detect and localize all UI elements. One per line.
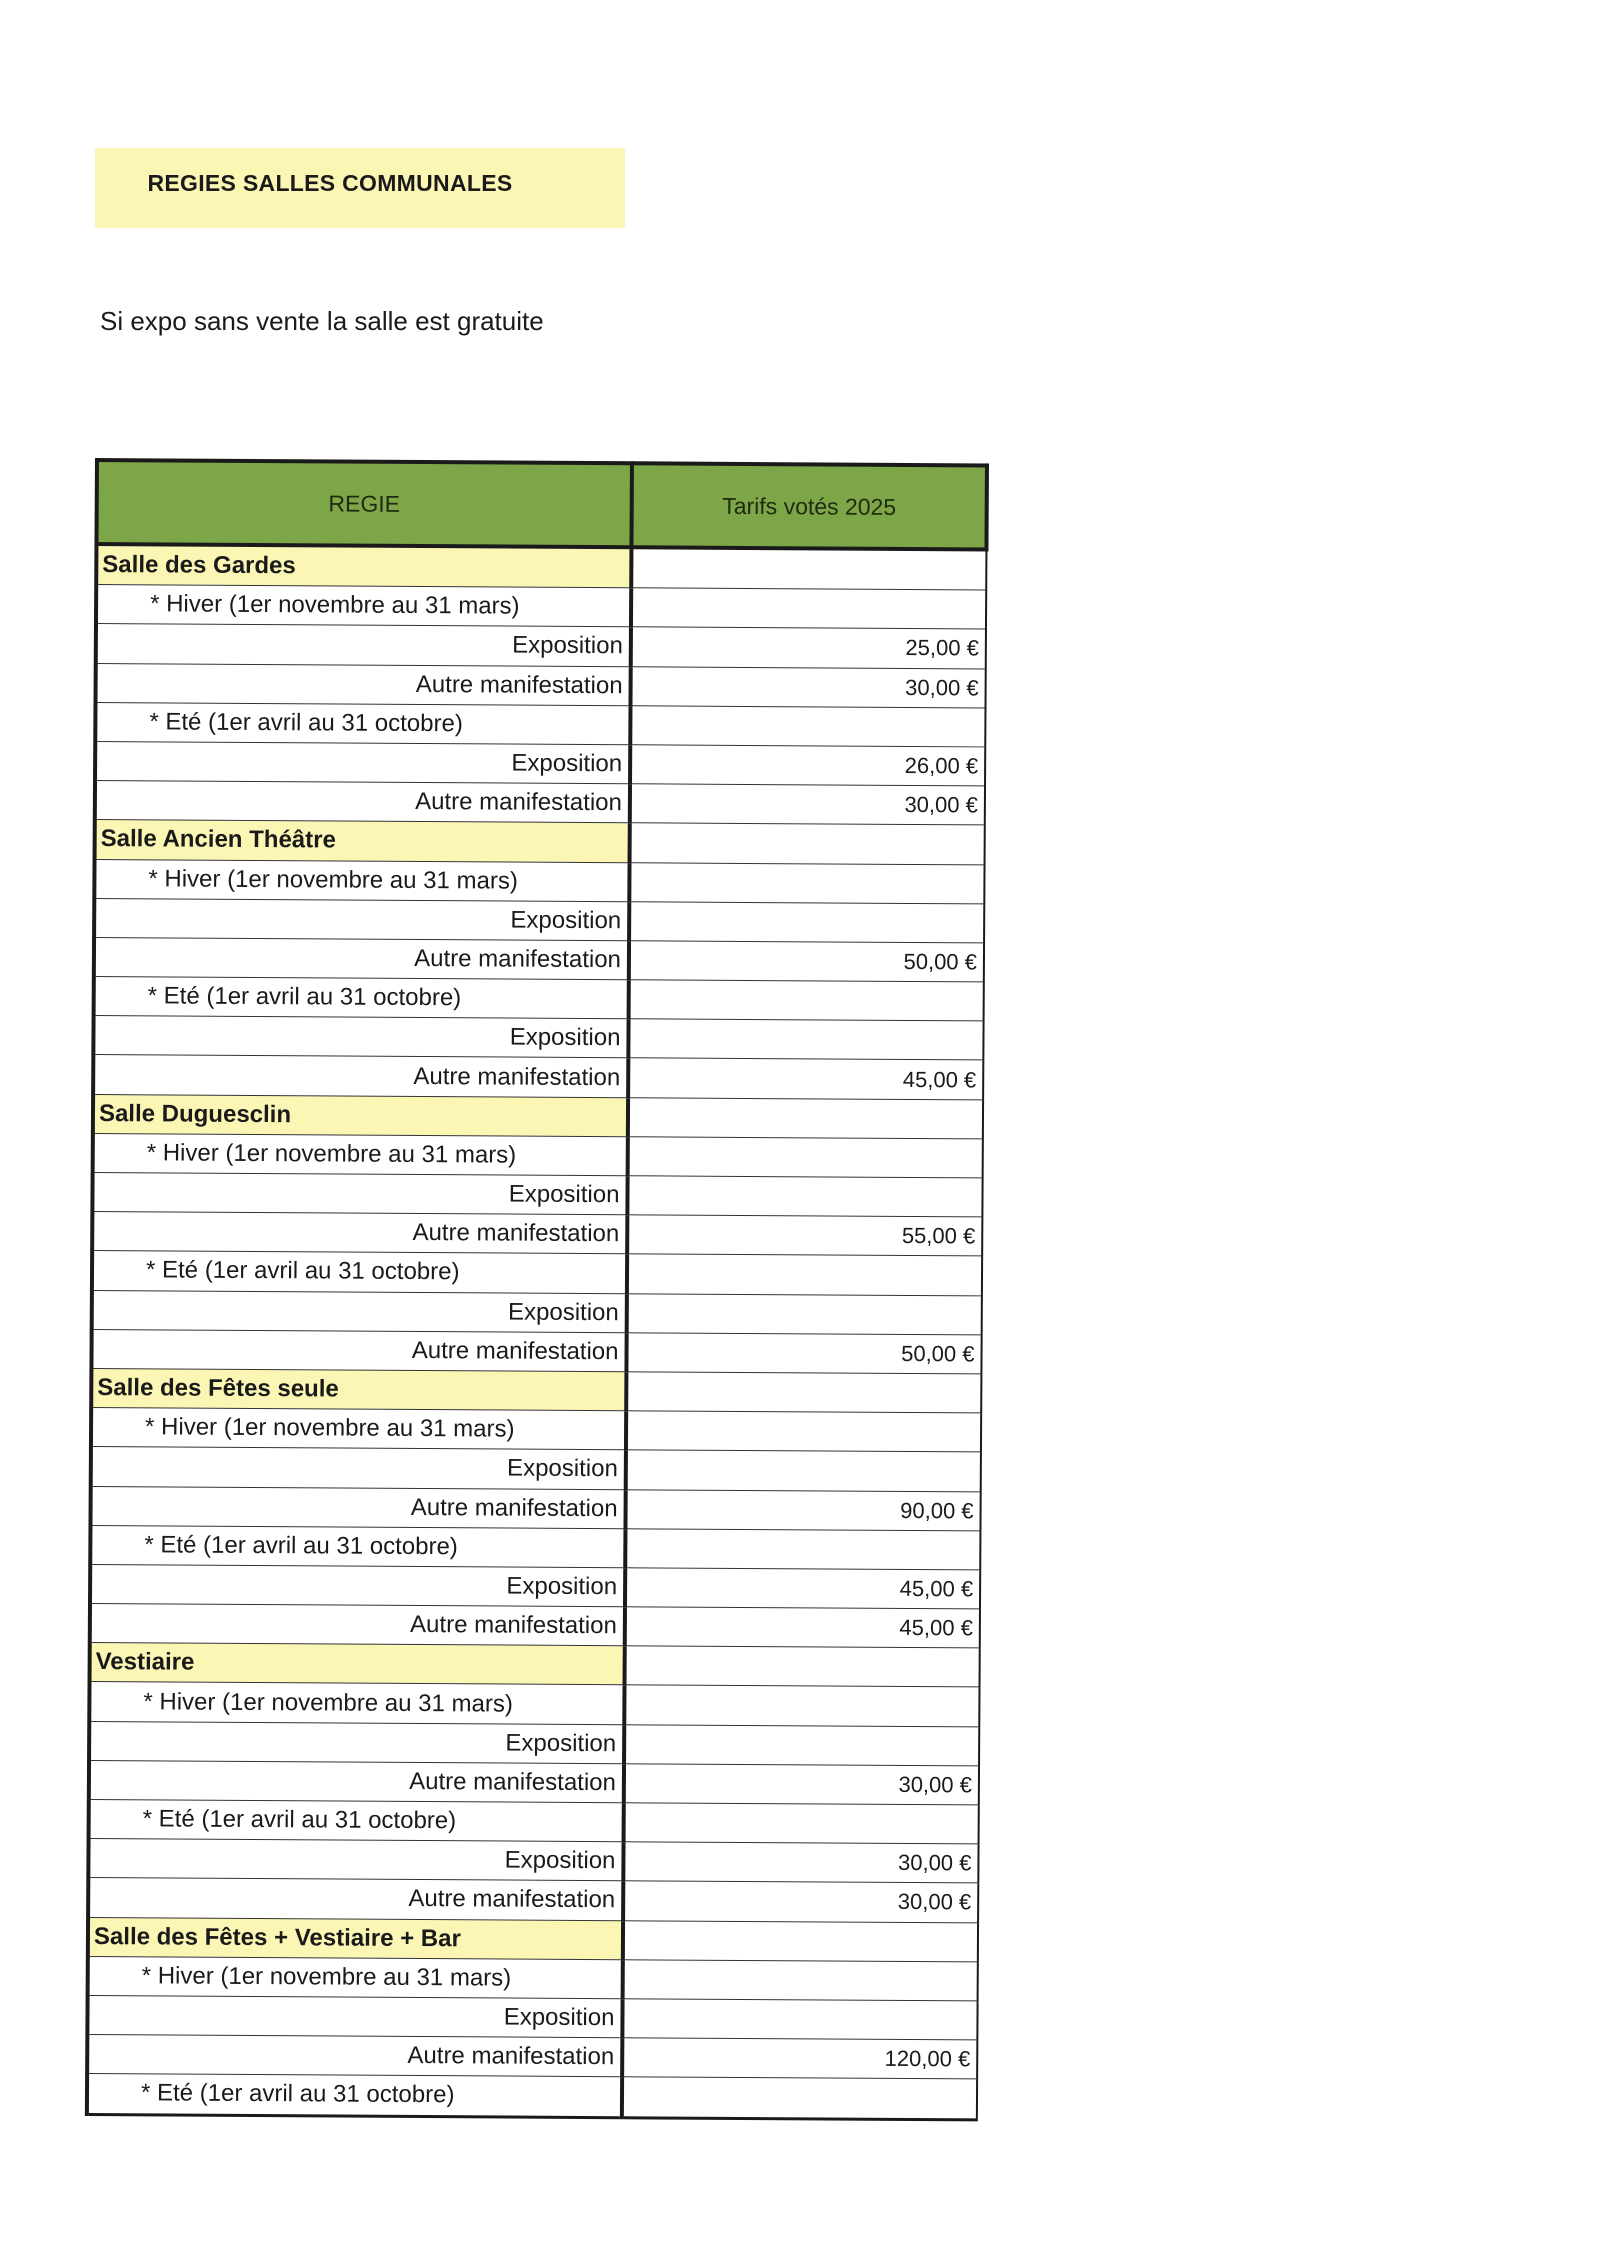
tariff-price: 30,00 €: [624, 1764, 979, 1805]
section-label: Salle Ancien Théâtre: [95, 820, 630, 862]
item-label: Autre manifestation: [88, 1878, 623, 1920]
tariff-price: [624, 1803, 979, 1844]
tariff-price: [625, 1528, 980, 1569]
table-row-item: [92, 1172, 982, 1217]
table-row-section: [90, 1643, 980, 1688]
tariff-price: 50,00 €: [629, 941, 984, 982]
table-row-season: [88, 1956, 978, 2001]
table-row-section: [95, 820, 985, 865]
section-label: Salle des Gardes: [96, 544, 631, 588]
table-row-item: [90, 1604, 980, 1649]
table-row-season: [89, 1682, 979, 1727]
table-row-season: [94, 859, 984, 904]
tariff-price: [624, 1724, 979, 1765]
item-label: Exposition: [91, 1447, 626, 1489]
tariff-price: 55,00 €: [627, 1215, 982, 1256]
season-label: * Hiver (1er novembre au 31 mars): [96, 585, 631, 627]
table-row-season: [96, 585, 986, 630]
item-label: Autre manifestation: [92, 1212, 627, 1254]
table-row-item: [89, 1760, 979, 1805]
tariff-price: [623, 1960, 978, 2001]
table-row-item: [94, 937, 984, 982]
document-title: REGIES SALLES COMMUNALES: [147, 169, 513, 196]
table-row-item: [90, 1486, 980, 1531]
season-label: * Eté (1er avril au 31 octobre): [90, 1525, 625, 1567]
table-row-season: [87, 2074, 977, 2120]
table-row-season: [91, 1408, 981, 1453]
table-row-item: [95, 781, 985, 826]
season-label: * Hiver (1er novembre au 31 mars): [94, 859, 629, 901]
tariff-price: [626, 1411, 981, 1452]
table-row-item: [87, 2035, 977, 2080]
tariff-price: [630, 706, 985, 747]
item-label: Autre manifestation: [90, 1604, 625, 1646]
tariff-price: [628, 1137, 983, 1178]
tariff-price: [628, 1019, 983, 1060]
tariff-price: 30,00 €: [623, 1842, 978, 1883]
free-exhibition-note: Si expo sans vente la salle est gratuite: [100, 306, 544, 336]
table-row-season: [90, 1525, 980, 1570]
tariff-price: [630, 823, 985, 864]
item-label: Autre manifestation: [91, 1329, 626, 1371]
item-label: Exposition: [90, 1564, 625, 1606]
season-label: * Hiver (1er novembre au 31 mars): [91, 1408, 626, 1450]
table-row-item: [93, 1016, 983, 1061]
season-label: * Eté (1er avril au 31 octobre): [89, 1799, 624, 1841]
table-row-item: [93, 1055, 983, 1100]
tariff-table: [85, 458, 989, 2121]
tariff-price: 45,00 €: [625, 1607, 980, 1648]
table-row-section: [96, 544, 986, 590]
tariff-price: 45,00 €: [625, 1568, 980, 1609]
season-label: * Hiver (1er novembre au 31 mars): [93, 1133, 628, 1175]
table-row-season: [94, 977, 984, 1022]
table-row-section: [91, 1368, 981, 1413]
item-label: Exposition: [89, 1721, 624, 1763]
tariff-price: [627, 1293, 982, 1334]
item-label: Exposition: [95, 741, 630, 783]
season-label: * Eté (1er avril au 31 octobre): [92, 1251, 627, 1293]
item-label: Autre manifestation: [93, 1055, 628, 1097]
table-body: [87, 544, 987, 2119]
tariff-price: 45,00 €: [628, 1058, 983, 1099]
section-label: Vestiaire: [90, 1643, 625, 1685]
section-label: Salle des Fêtes + Vestiaire + Bar: [88, 1917, 623, 1959]
tariff-price: [629, 980, 984, 1021]
table-row-item: [92, 1212, 982, 1257]
section-label: Salle Duguesclin: [93, 1094, 628, 1136]
item-label: Exposition: [87, 1995, 622, 2037]
item-label: Autre manifestation: [89, 1760, 624, 1802]
table-row-item: [92, 1290, 982, 1335]
table-header-row: [96, 460, 986, 549]
table-row-item: [88, 1839, 978, 1884]
table-row-item: [90, 1564, 980, 1609]
table-row-item: [91, 1329, 981, 1374]
document-title-box: [95, 148, 625, 228]
table-row-item: [94, 898, 984, 943]
tariff-price: [623, 1920, 978, 1961]
item-label: Exposition: [92, 1290, 627, 1332]
tariff-price: [622, 2077, 977, 2119]
season-label: * Hiver (1er novembre au 31 mars): [89, 1682, 624, 1724]
tariff-price: [622, 1999, 977, 2040]
table-row-item: [91, 1447, 981, 1492]
table-row-season: [89, 1799, 979, 1844]
tariff-price: [627, 1254, 982, 1295]
header-tarifs: Tarifs votés 2025: [631, 463, 987, 549]
tariff-price: 30,00 €: [630, 784, 985, 825]
tariff-price: [628, 1097, 983, 1138]
season-label: * Hiver (1er novembre au 31 mars): [88, 1956, 623, 1998]
table-row-season: [95, 702, 985, 747]
table-row-item: [89, 1721, 979, 1766]
tariff-price: 50,00 €: [626, 1333, 981, 1374]
table-row-season: [93, 1133, 983, 1178]
tariff-price: [626, 1450, 981, 1491]
item-label: Autre manifestation: [90, 1486, 625, 1528]
table-row-section: [88, 1917, 978, 1962]
table-row-item: [87, 1995, 977, 2040]
item-label: Exposition: [94, 898, 629, 940]
section-label: Salle des Fêtes seule: [91, 1368, 626, 1410]
table-row-section: [93, 1094, 983, 1139]
tariff-price: 120,00 €: [622, 2038, 977, 2079]
table-row-item: [96, 663, 986, 708]
tariff-table-wrapper: [85, 458, 985, 2121]
item-label: Exposition: [96, 624, 631, 666]
item-label: Exposition: [93, 1016, 628, 1058]
table-row-season: [92, 1251, 982, 1296]
tariff-price: [627, 1176, 982, 1217]
tariff-price: 25,00 €: [631, 627, 986, 668]
season-label: * Eté (1er avril au 31 octobre): [94, 977, 629, 1019]
tariff-price: [626, 1372, 981, 1413]
tariff-price: [631, 547, 986, 590]
item-label: Autre manifestation: [87, 2035, 622, 2077]
season-label: * Eté (1er avril au 31 octobre): [95, 702, 630, 744]
season-label: * Eté (1er avril au 31 octobre): [87, 2074, 622, 2117]
item-label: Autre manifestation: [96, 663, 631, 705]
tariff-price: [631, 588, 986, 629]
tariff-price: 30,00 €: [623, 1881, 978, 1922]
table-row-item: [88, 1878, 978, 1923]
tariff-price: [629, 901, 984, 942]
tariff-price: 30,00 €: [630, 666, 985, 707]
tariff-price: 90,00 €: [625, 1489, 980, 1530]
tariff-price: [629, 862, 984, 903]
item-label: Exposition: [92, 1172, 627, 1214]
tariff-price: [625, 1646, 980, 1687]
item-label: Autre manifestation: [94, 937, 629, 979]
table-row-item: [95, 741, 985, 786]
tariff-price: 26,00 €: [630, 745, 985, 786]
tariff-price: [624, 1685, 979, 1726]
table-row-item: [96, 624, 986, 669]
item-label: Autre manifestation: [95, 781, 630, 823]
item-label: Exposition: [88, 1839, 623, 1881]
header-regie: REGIE: [96, 460, 632, 547]
